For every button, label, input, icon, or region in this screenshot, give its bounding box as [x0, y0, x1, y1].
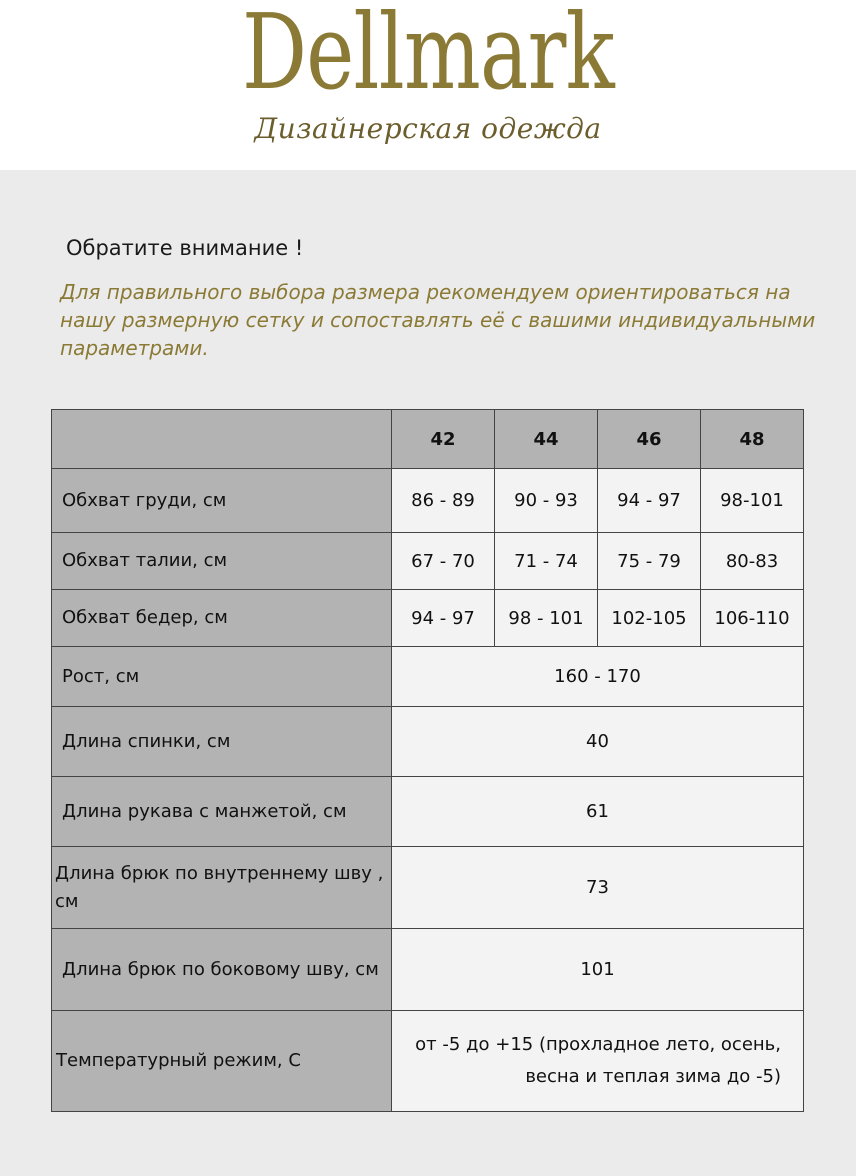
measure-cell: 160 - 170	[392, 647, 804, 707]
row-label: Рост, см	[52, 647, 392, 707]
size-header-cell: 48	[701, 410, 804, 469]
measure-cell: 101	[392, 929, 804, 1011]
table-row	[52, 533, 804, 590]
table-row	[52, 590, 804, 647]
brand-logo: Dellmark	[242, 0, 614, 113]
table-row	[52, 777, 804, 847]
measure-cell: 98-101	[701, 469, 804, 533]
row-label: Длина брюк по боковому шву, см	[52, 929, 392, 1011]
size-header-cell: 42	[392, 410, 495, 469]
row-label: Обхват талии, см	[52, 533, 392, 590]
measure-cell: 61	[392, 777, 804, 847]
measure-cell: 71 - 74	[495, 533, 598, 590]
brand-header	[0, 0, 856, 170]
table-row	[52, 847, 804, 929]
measure-cell: 102-105	[598, 590, 701, 647]
measure-cell: 40	[392, 707, 804, 777]
measure-cell: 106-110	[701, 590, 804, 647]
notice-text: Для правильного выбора размера рекомендуем ориентироваться на нашу размерную сетку и сопоставлять её с вашими индивидуальными параметрами.	[60, 280, 816, 360]
size-table	[51, 409, 804, 1112]
table-row	[52, 929, 804, 1011]
measure-cell: 94 - 97	[598, 469, 701, 533]
row-label: Обхват груди, см	[52, 469, 392, 533]
table-row	[52, 1011, 804, 1112]
table-row	[52, 647, 804, 707]
measure-cell: 75 - 79	[598, 533, 701, 590]
row-label: Обхват бедер, см	[52, 590, 392, 647]
header-corner-cell	[52, 410, 392, 469]
measure-cell: 80-83	[701, 533, 804, 590]
measure-cell: 98 - 101	[495, 590, 598, 647]
measure-cell: от -5 до +15 (прохладное лето, осень, весна и теплая зима до -5)	[392, 1011, 804, 1112]
brand-tagline: Дизайнерская одежда	[254, 112, 602, 145]
table-row	[52, 707, 804, 777]
measure-cell: 90 - 93	[495, 469, 598, 533]
measure-cell: 94 - 97	[392, 590, 495, 647]
size-header-row	[52, 410, 804, 469]
row-label: Температурный режим, С	[52, 1011, 392, 1112]
size-header-cell: 44	[495, 410, 598, 469]
measure-cell: 86 - 89	[392, 469, 495, 533]
size-header-cell: 46	[598, 410, 701, 469]
measure-cell: 67 - 70	[392, 533, 495, 590]
table-row	[52, 469, 804, 533]
notice-title: Обратите внимание !	[66, 236, 304, 260]
measure-cell: 73	[392, 847, 804, 929]
row-label: Длина рукава с манжетой, см	[52, 777, 392, 847]
row-label: Длина брюк по внутреннему шву , см	[52, 847, 392, 929]
row-label: Длина спинки, см	[52, 707, 392, 777]
